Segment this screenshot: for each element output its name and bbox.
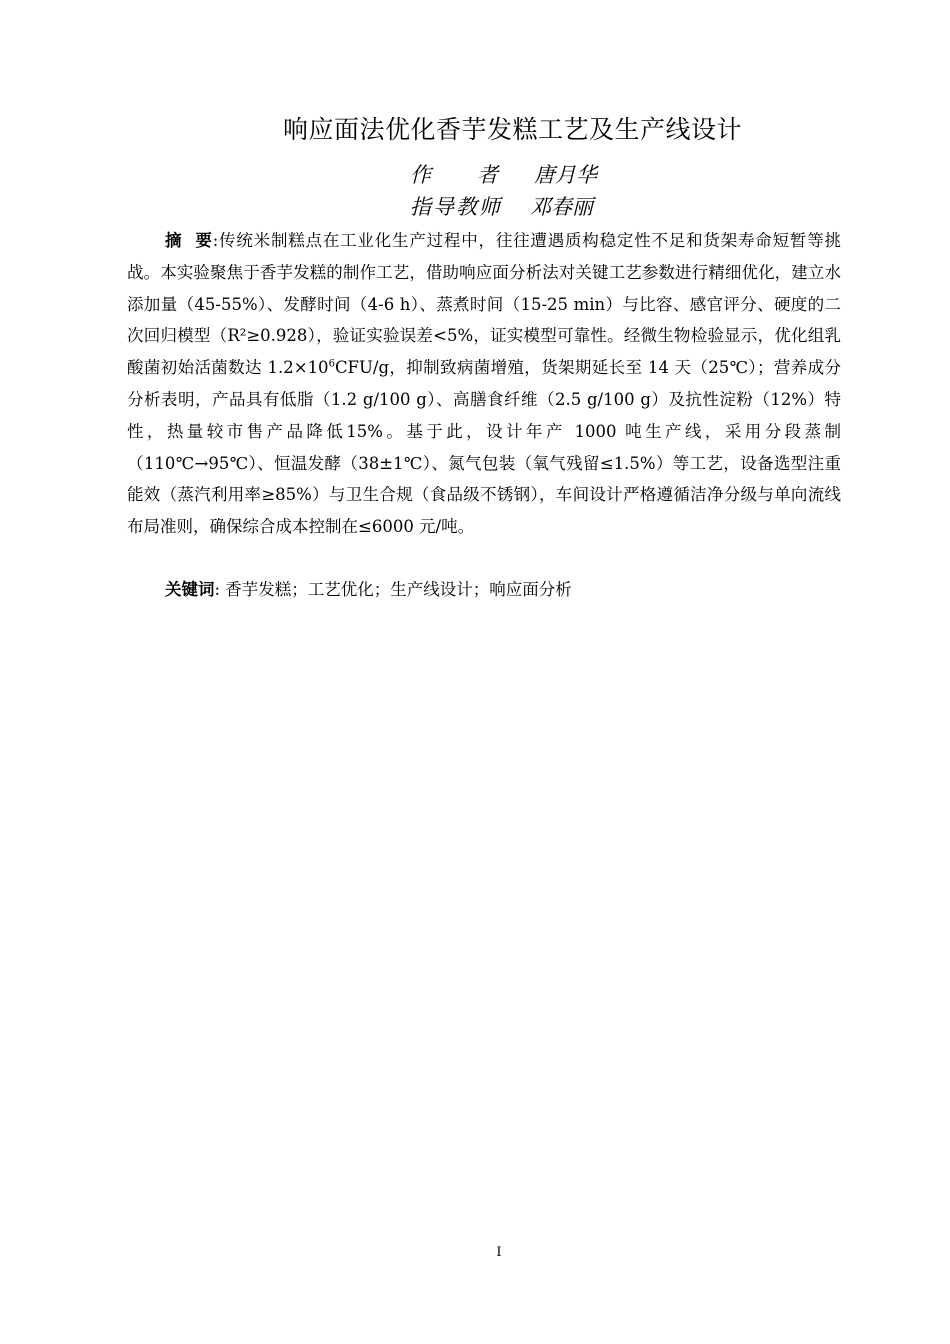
author-label: 作者 (410, 163, 544, 187)
author-name: 唐月华 (534, 163, 597, 187)
advisor-label: 指导教师 (410, 195, 502, 219)
author-line (410, 160, 597, 190)
keywords-paragraph (127, 574, 841, 606)
keywords-text: : 香芋发糕；工艺优化；生产线设计；响应面分析 (214, 580, 572, 599)
abstract-paragraph (127, 225, 841, 543)
advisor-name: 邓春丽 (530, 195, 593, 219)
paper-title: 响应面法优化香芋发糕工艺及生产线设计 (282, 115, 742, 144)
keywords-label: 关键词 (165, 580, 215, 599)
abstract-superscript: 6 (328, 358, 335, 370)
advisor-line (410, 192, 593, 222)
abstract-text-part2: CFU/g，抑制致病菌增殖，货架期延长至 14 天（25℃）；营养成分分析表明，产品具有低脂（1.2 g/100 g）、高膳食纤维（2.5 g/100 g）及抗性淀粉（12%）特性，热量较市售产品降低15%。基于此，设计年产 1000 吨生产线，采用分段蒸制（110℃→95℃）、恒温发酵（38±1℃）、氮气包装（氧气残留≤1.5%）等工艺，设备选型注重能效（蒸汽利用率≥85%）与卫生合规（食品级不锈钢），车间设计严格遵循洁净分级与单向流线布局准则，确保综合成本控制在≤6000 元/吨。 (127, 358, 841, 537)
page-number: I (496, 1245, 502, 1260)
abstract-label: 摘 要 (165, 231, 213, 250)
abstract-text-part1: :传统米制糕点在工业化生产过程中，往往遭遇质构稳定性不足和货架寿命短暂等挑战。本实验聚焦于香芋发糕的制作工艺，借助响应面分析法对关键工艺参数进行精细优化，建立水添加量（45-55%）、发酵时间（4-6 h）、蒸煮时间（15-25 min）与比容、感官评分、硬度的二次回归模型（R²≥0.928），验证实验误差<5%，证实模型可靠性。经微生物检验显示，优化组乳酸菌初始活菌数达 1.2×10 (127, 231, 841, 378)
